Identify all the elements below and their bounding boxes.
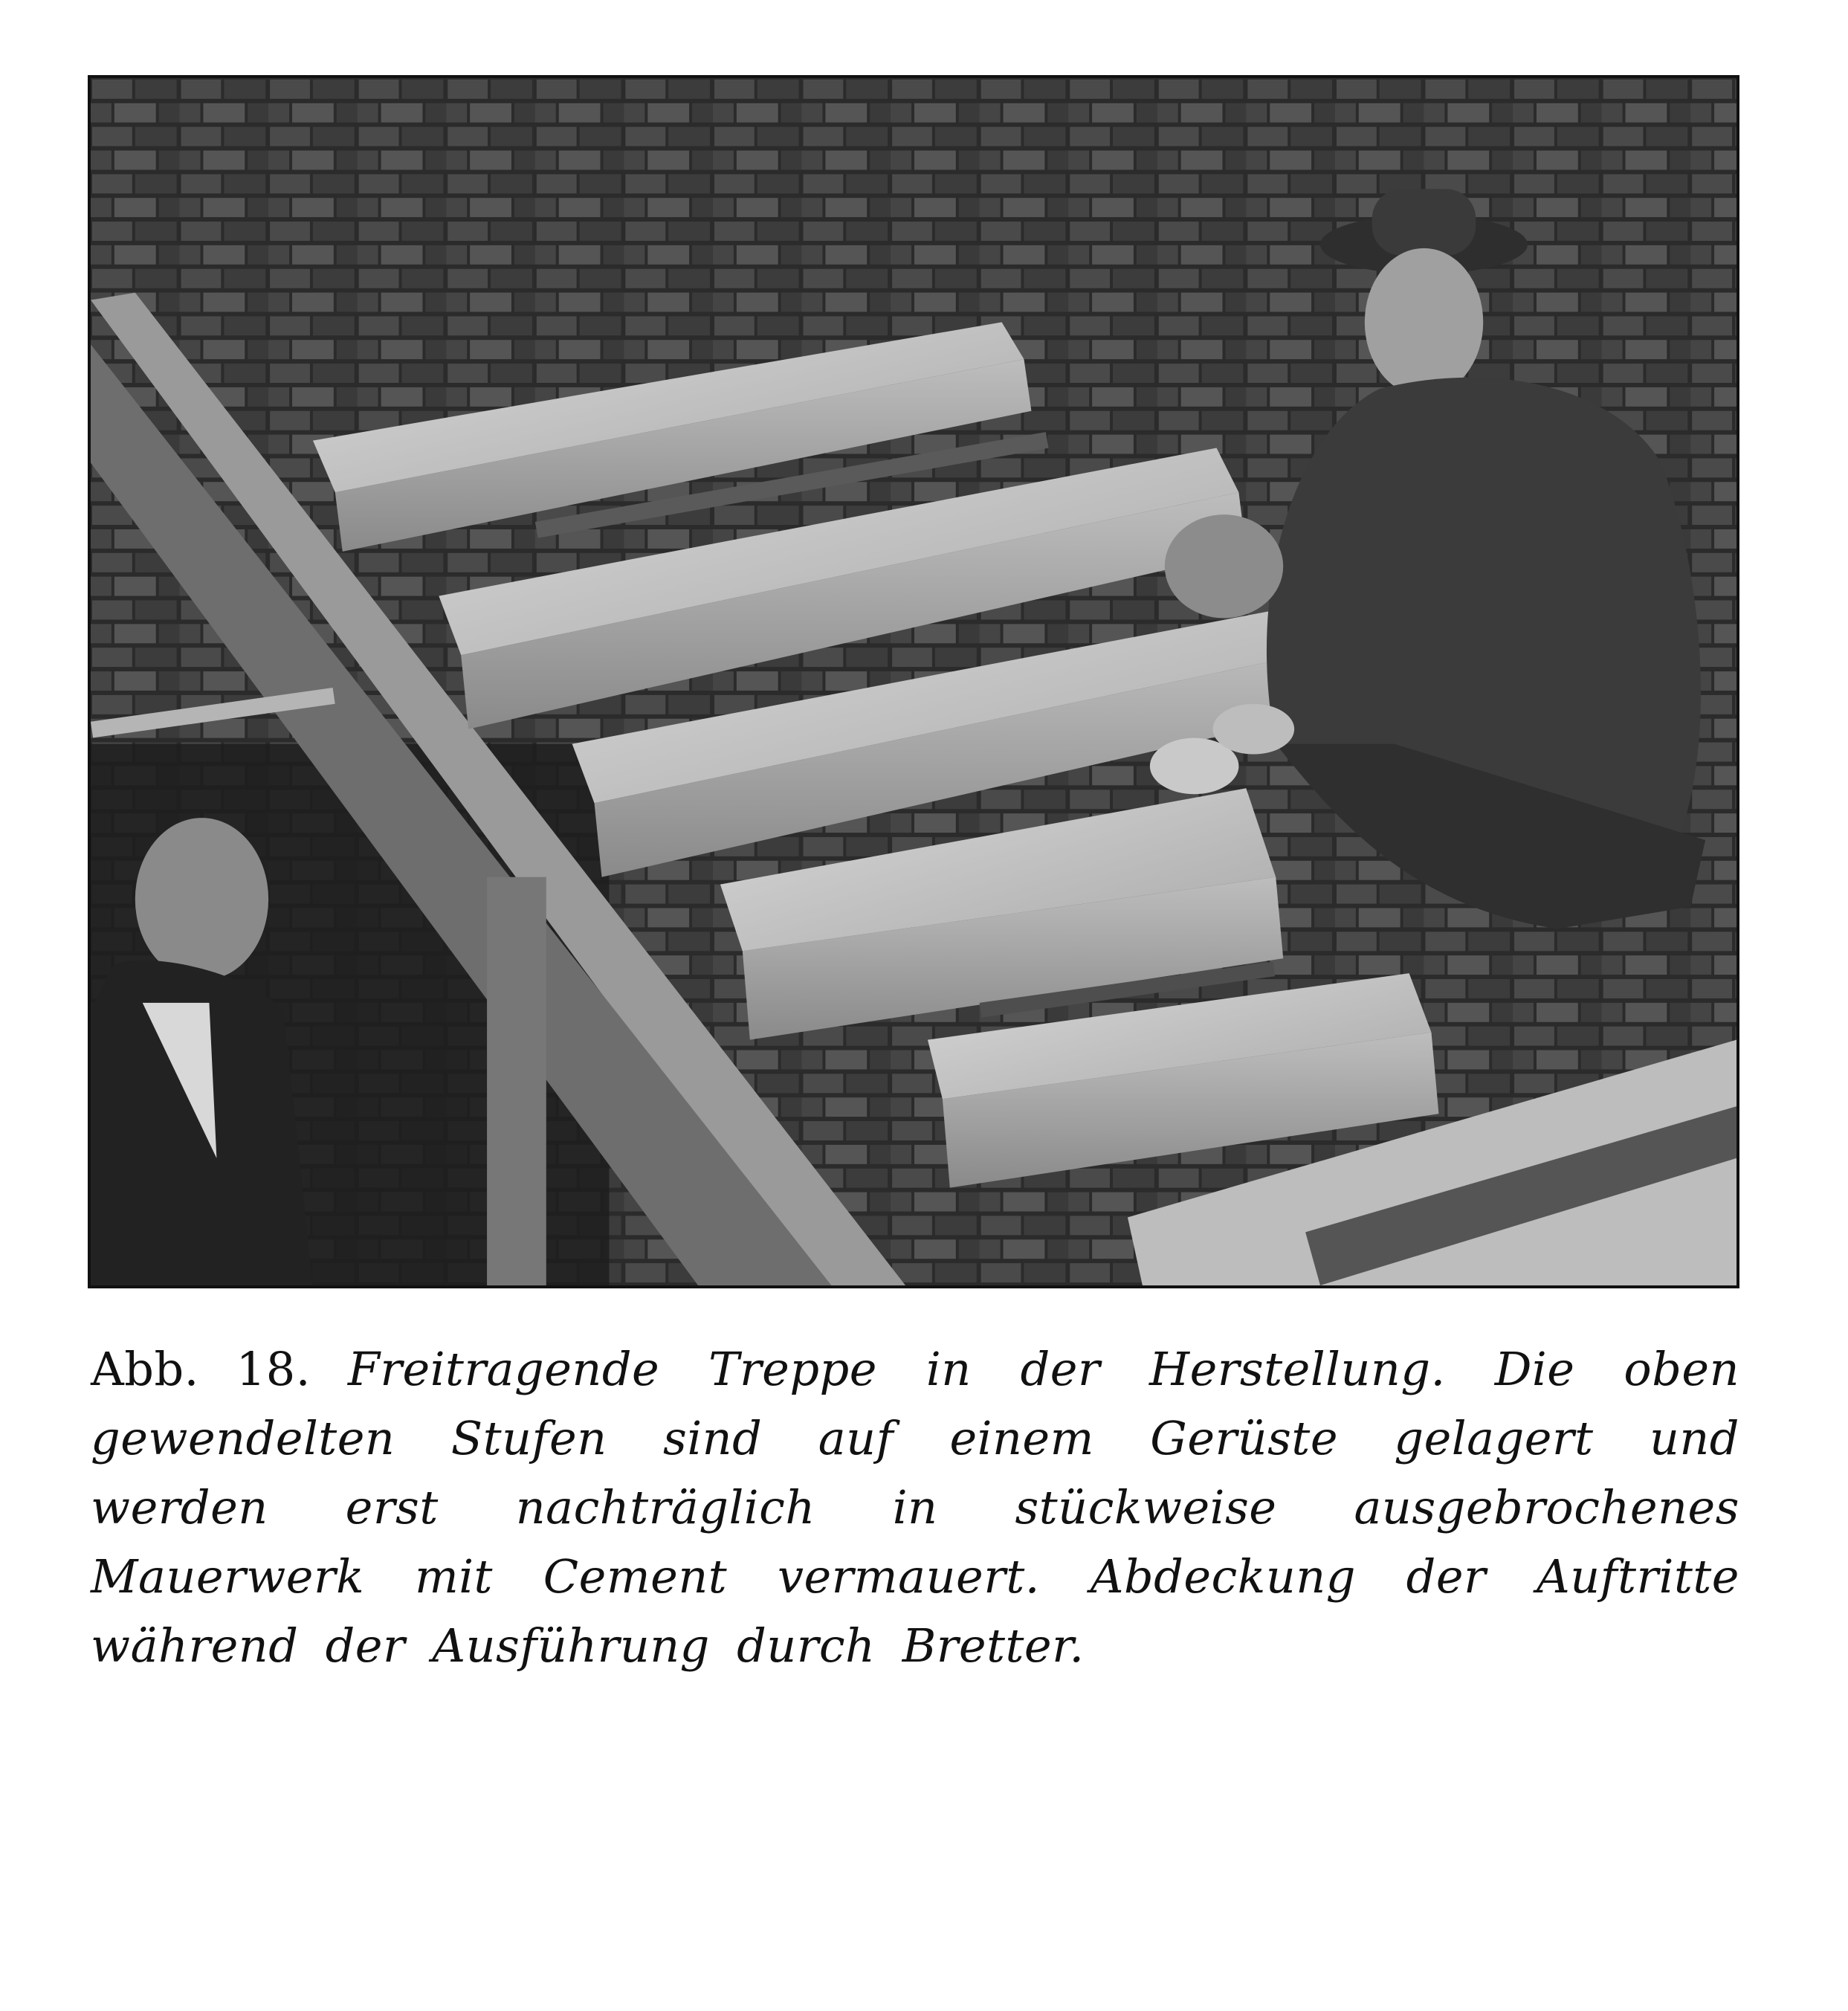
figure-caption-text: Freitragende Treppe in der Herstellung. Die oben gewendelten Stufen sind auf einem Gerüste gelagert und werden erst nachträglich in stückweise ausgebrochenes Mauerwerk mit Cement vermauert. Abdeckung der Auftritte während der Ausführung durch Bretter. bbox=[91, 1342, 1740, 1673]
figure-photo bbox=[88, 75, 1739, 1288]
prop-post bbox=[487, 877, 546, 1285]
figure-label: Abb. 18. bbox=[91, 1342, 311, 1396]
staircase-photo-illustration bbox=[91, 78, 1736, 1285]
mallet bbox=[1165, 514, 1283, 618]
figure-caption bbox=[91, 1334, 1739, 1680]
